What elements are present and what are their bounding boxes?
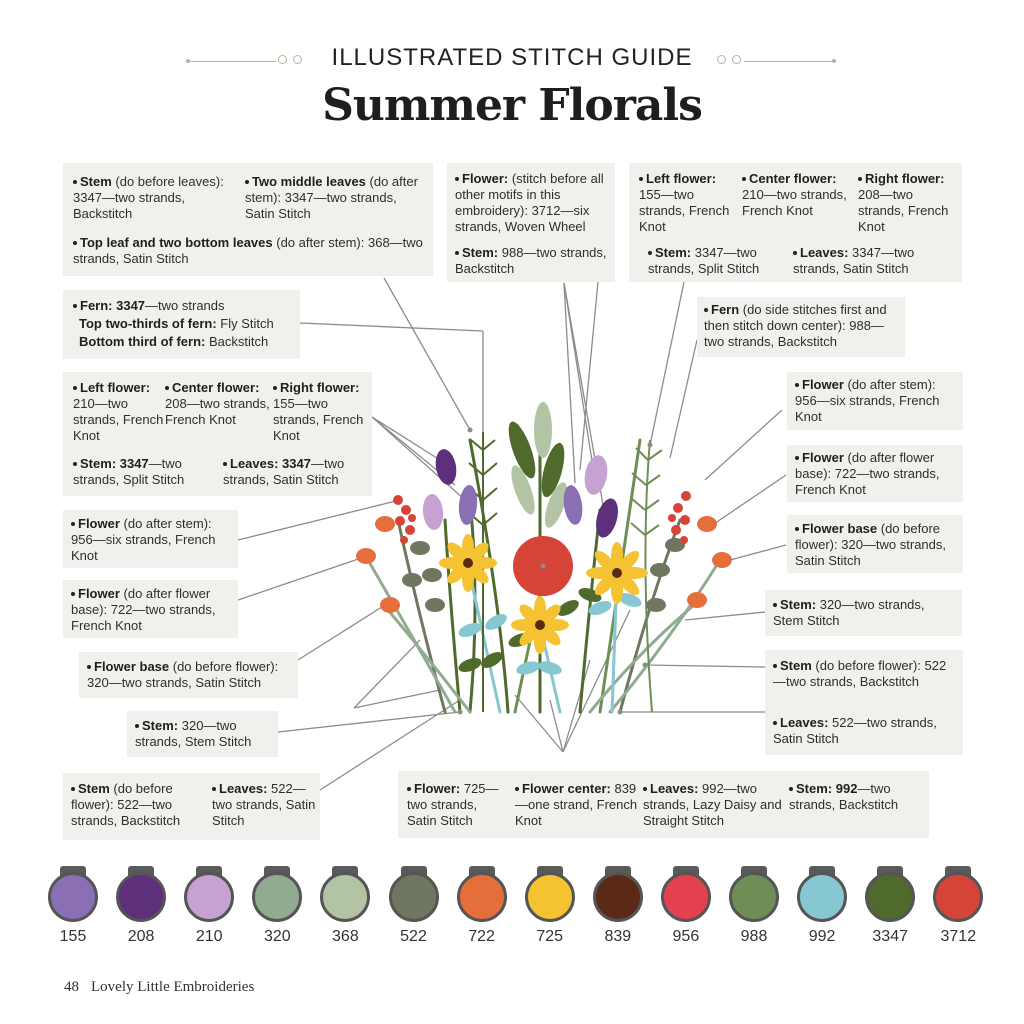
callout-right-fern — [697, 297, 905, 357]
callout-flower: Flower: 725—two strands, Satin Stitch — [407, 781, 499, 828]
callout-leaves: Leaves: 3347—two strands, Satin Stitch — [793, 245, 915, 276]
swatch-color — [525, 872, 575, 922]
swatch-color — [797, 872, 847, 922]
callout-bottom-yellow-flowers — [398, 771, 929, 838]
swatch-number: 992 — [808, 928, 836, 945]
callout-bottom-left-stem-leaves — [63, 773, 320, 840]
swatch-color — [320, 872, 370, 922]
floss-swatch — [865, 866, 915, 946]
floss-swatch — [729, 866, 779, 946]
book-title: Lovely Little Embroideries — [91, 979, 255, 995]
callout-top-bottom-leaves: Top leaf and two bottom leaves (do after stem): 368—two strands, Satin Stitch — [73, 235, 423, 266]
callout-leaves: Leaves: 522—two strands, Satin Stitch — [212, 781, 316, 828]
swatch-color — [593, 872, 643, 922]
swatch-number: 522 — [400, 928, 427, 945]
callout-stem: Stem: 320—two strands, Stem Stitch — [773, 597, 925, 628]
callout-stem: Stem: 988—two strands, Backstitch — [455, 245, 607, 276]
callout-fern: Fern (do side stitches first and then stitch down center): 988—two strands, Backstitch — [704, 302, 887, 349]
callout-right-flower-base — [787, 515, 963, 573]
swatch-color — [116, 872, 166, 922]
callout-flower: Flower: (stitch before all other motifs in this embroidery): 3712—six strands, Woven Wheel — [455, 171, 604, 234]
swatch-color — [729, 872, 779, 922]
floss-swatch — [48, 866, 98, 946]
floss-swatch — [593, 866, 643, 946]
swatch-color — [865, 872, 915, 922]
callout-flower: Flower (do after stem): 956—six strands, French Knot — [71, 516, 216, 563]
swatch-color — [661, 872, 711, 922]
callout-flower: Flower (do after flower base): 722—two strands, French Knot — [71, 586, 216, 633]
callout-fern-bottom: Bottom third of fern: Backstitch — [79, 334, 269, 349]
floss-swatch — [389, 866, 439, 946]
callout-stem: Stem: 3347—two strands, Split Stitch — [648, 245, 760, 276]
swatch-number: 725 — [536, 928, 564, 945]
floss-swatch — [661, 866, 711, 946]
callout-fern: Fern: 3347—two strands — [73, 298, 298, 314]
page-footer — [64, 979, 266, 996]
callout-flower-base: Flower base (do before flower): 320—two strands, Satin Stitch — [87, 659, 279, 690]
floss-swatch — [457, 866, 507, 946]
floss-swatch — [320, 866, 370, 946]
callout-right-flower: Right flower: 155—two strands, French Knot — [273, 380, 364, 443]
callout-left-red-berry-flower — [63, 510, 238, 568]
swatch-number: 320 — [263, 928, 291, 945]
swatch-number: 3347 — [872, 928, 908, 945]
floss-swatch — [116, 866, 166, 946]
swatch-color — [389, 872, 439, 922]
callout-stem: Stem (do before leaves): 3347—two strands, Backstitch — [73, 174, 224, 221]
callout-left-fern — [63, 290, 300, 359]
callout-top-center-red-flower — [447, 163, 615, 282]
callout-flower: Flower (do after flower base): 722—two strands, French Knot — [795, 450, 940, 497]
callout-center-flower: Center flower: 210—two strands, French Knot — [742, 171, 847, 218]
callout-middle-leaves: Two middle leaves (do after stem): 3347—two strands, Satin Stitch — [245, 174, 418, 221]
swatch-number: 155 — [59, 928, 87, 945]
callout-left-flower: Left flower: 155—two strands, French Knot — [639, 171, 730, 234]
swatch-number: 722 — [468, 928, 495, 945]
swatch-number: 208 — [127, 928, 155, 945]
callout-left-tulips — [63, 372, 372, 496]
floss-swatch — [525, 866, 575, 946]
swatch-color — [933, 872, 983, 922]
callout-leaves: Leaves: 3347—two strands, Satin Stitch — [223, 456, 345, 487]
swatch-color — [48, 872, 98, 922]
swatch-number: 210 — [195, 928, 223, 945]
callout-right-flower: Right flower: 208—two strands, French Knot — [858, 171, 949, 234]
swatch-color — [252, 872, 302, 922]
callout-stem: Stem: 320—two strands, Stem Stitch — [135, 718, 252, 749]
callout-stem: Stem: 992—two strands, Backstitch — [789, 781, 899, 812]
callout-left-stem — [127, 711, 278, 757]
callout-flower-base: Flower base (do before flower): 320—two strands, Satin Stitch — [795, 521, 947, 568]
floss-swatch — [252, 866, 302, 946]
callout-flower-center: Flower center: 839—one strand, French Knot — [515, 781, 638, 828]
callout-right-stem-leaves — [765, 650, 963, 755]
floss-swatch — [933, 866, 983, 946]
callout-fern-top: Top two-thirds of fern: Fly Stitch — [79, 316, 274, 331]
callout-leaves: Leaves: 522—two strands, Satin Stitch — [773, 715, 937, 746]
supertitle: ILLUSTRATED STITCH GUIDE — [331, 44, 693, 71]
callout-leaves: Leaves: 992—two strands, Lazy Daisy and Straight Stitch — [643, 781, 782, 828]
callout-stem: Stem (do before flower): 522—two strands, Backstitch — [773, 658, 947, 689]
callout-center-flower: Center flower: 208—two strands, French Knot — [165, 380, 270, 427]
callout-left-orange-flower — [63, 580, 238, 638]
callout-right-stem — [765, 590, 962, 636]
callout-left-flower-base — [79, 652, 298, 698]
callout-stem: Stem: 3347—two strands, Split Stitch — [73, 456, 185, 487]
swatch-number: 988 — [740, 928, 768, 945]
page-number: 48 — [64, 979, 79, 995]
page-title: Summer Florals — [322, 80, 702, 131]
swatch-color — [184, 872, 234, 922]
swatch-color — [457, 872, 507, 922]
callout-stem: Stem (do before flower): 522—two strands, Backstitch — [71, 781, 181, 828]
callout-flower: Flower (do after stem): 956—six strands, French Knot — [795, 377, 940, 424]
callout-top-right-tulips — [629, 163, 962, 282]
swatch-number: 3712 — [940, 928, 977, 945]
swatch-number: 839 — [604, 928, 632, 945]
callout-right-orange-flower — [787, 445, 963, 502]
swatch-number: 368 — [332, 928, 359, 945]
floss-swatch — [797, 866, 847, 946]
callout-right-red-berry-flower — [787, 372, 963, 430]
callout-top-left-stem-leaves — [63, 163, 433, 276]
floss-swatch — [184, 866, 234, 946]
swatch-number: 956 — [672, 928, 700, 945]
callout-left-flower: Left flower: 210—two strands, French Knot — [73, 380, 164, 443]
